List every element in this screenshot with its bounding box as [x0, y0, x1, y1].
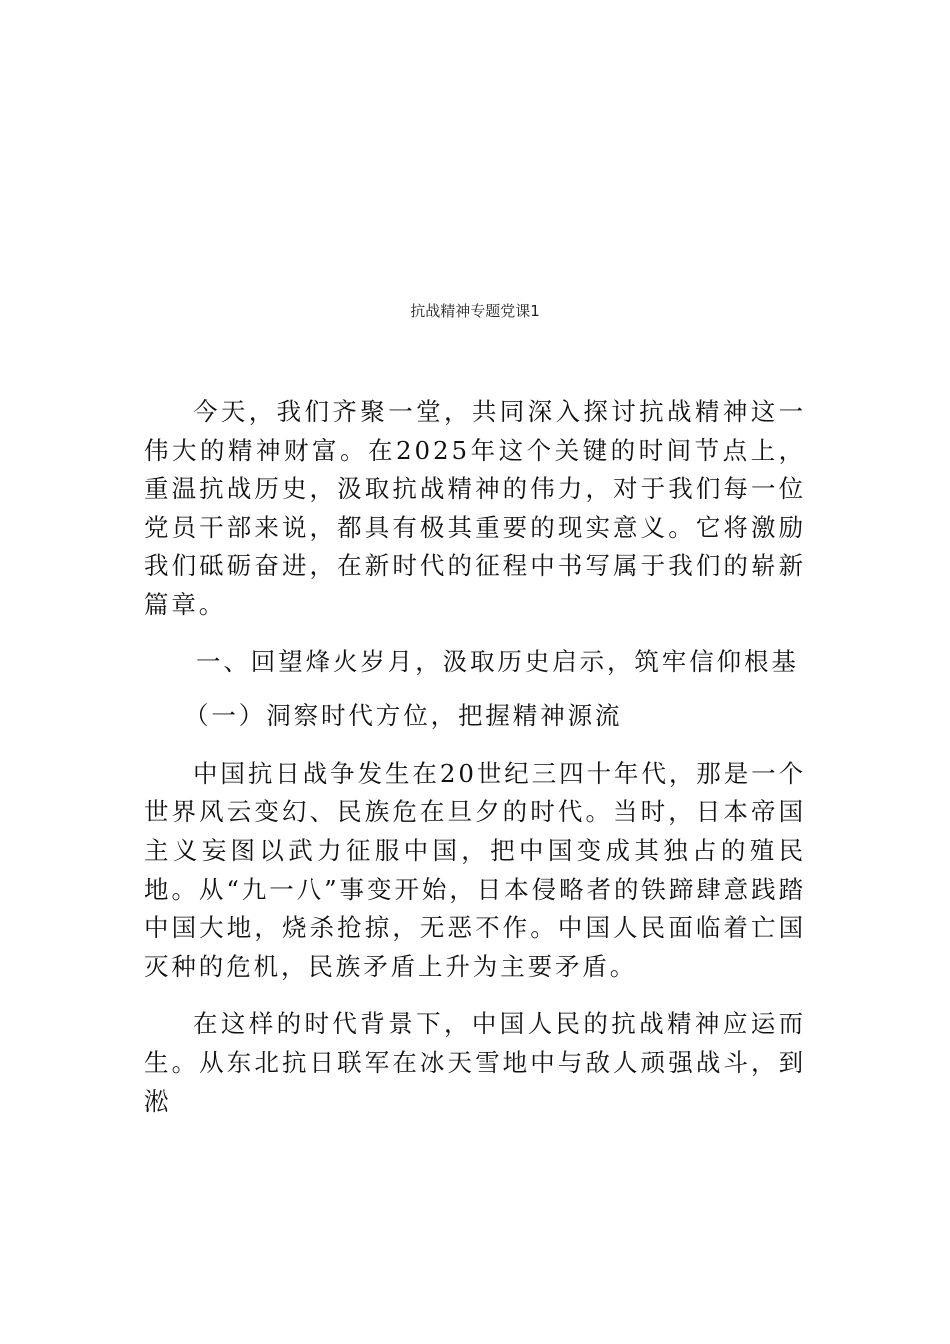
body-paragraph: 中国抗日战争发生在20世纪三四十年代，那是一个世界风云变幻、民族危在旦夕的时代。当时，日本帝国主义妄图以武力征服中国，把中国变成其独占的殖民地。从“九一八”事变开始，日本侵略者的铁蹄肆意践踏中国大地，烧杀抢掠，无恶不作。中国人民面临着亡国灭种的危机，民族矛盾上升为主要矛盾。	[144, 758, 806, 981]
section-heading-1: 一、回望烽火岁月，汲取历史启示，筑牢信仰根基	[196, 646, 799, 676]
body-paragraph: 在这样的时代背景下，中国人民的抗战精神应运而生。从东北抗日联军在冰天雪地中与敌人顽强战斗，到淞	[144, 1009, 806, 1116]
intro-paragraph: 今天，我们齐聚一堂，共同深入探讨抗战精神这一伟大的精神财富。在2025年这个关键的时间节点上，重温抗战历史，汲取抗战精神的伟力，对于我们每一位党员干部来说，都具有极其重要的现实意义。它将激励我们砥砺奋进，在新时代的征程中书写属于我们的崭新篇章。	[144, 397, 806, 619]
subsection-heading-1: （一）洞察时代方位，把握精神源流	[184, 701, 623, 731]
document-title: 抗战精神专题党课1	[410, 302, 540, 320]
document-body	[144, 393, 806, 1121]
